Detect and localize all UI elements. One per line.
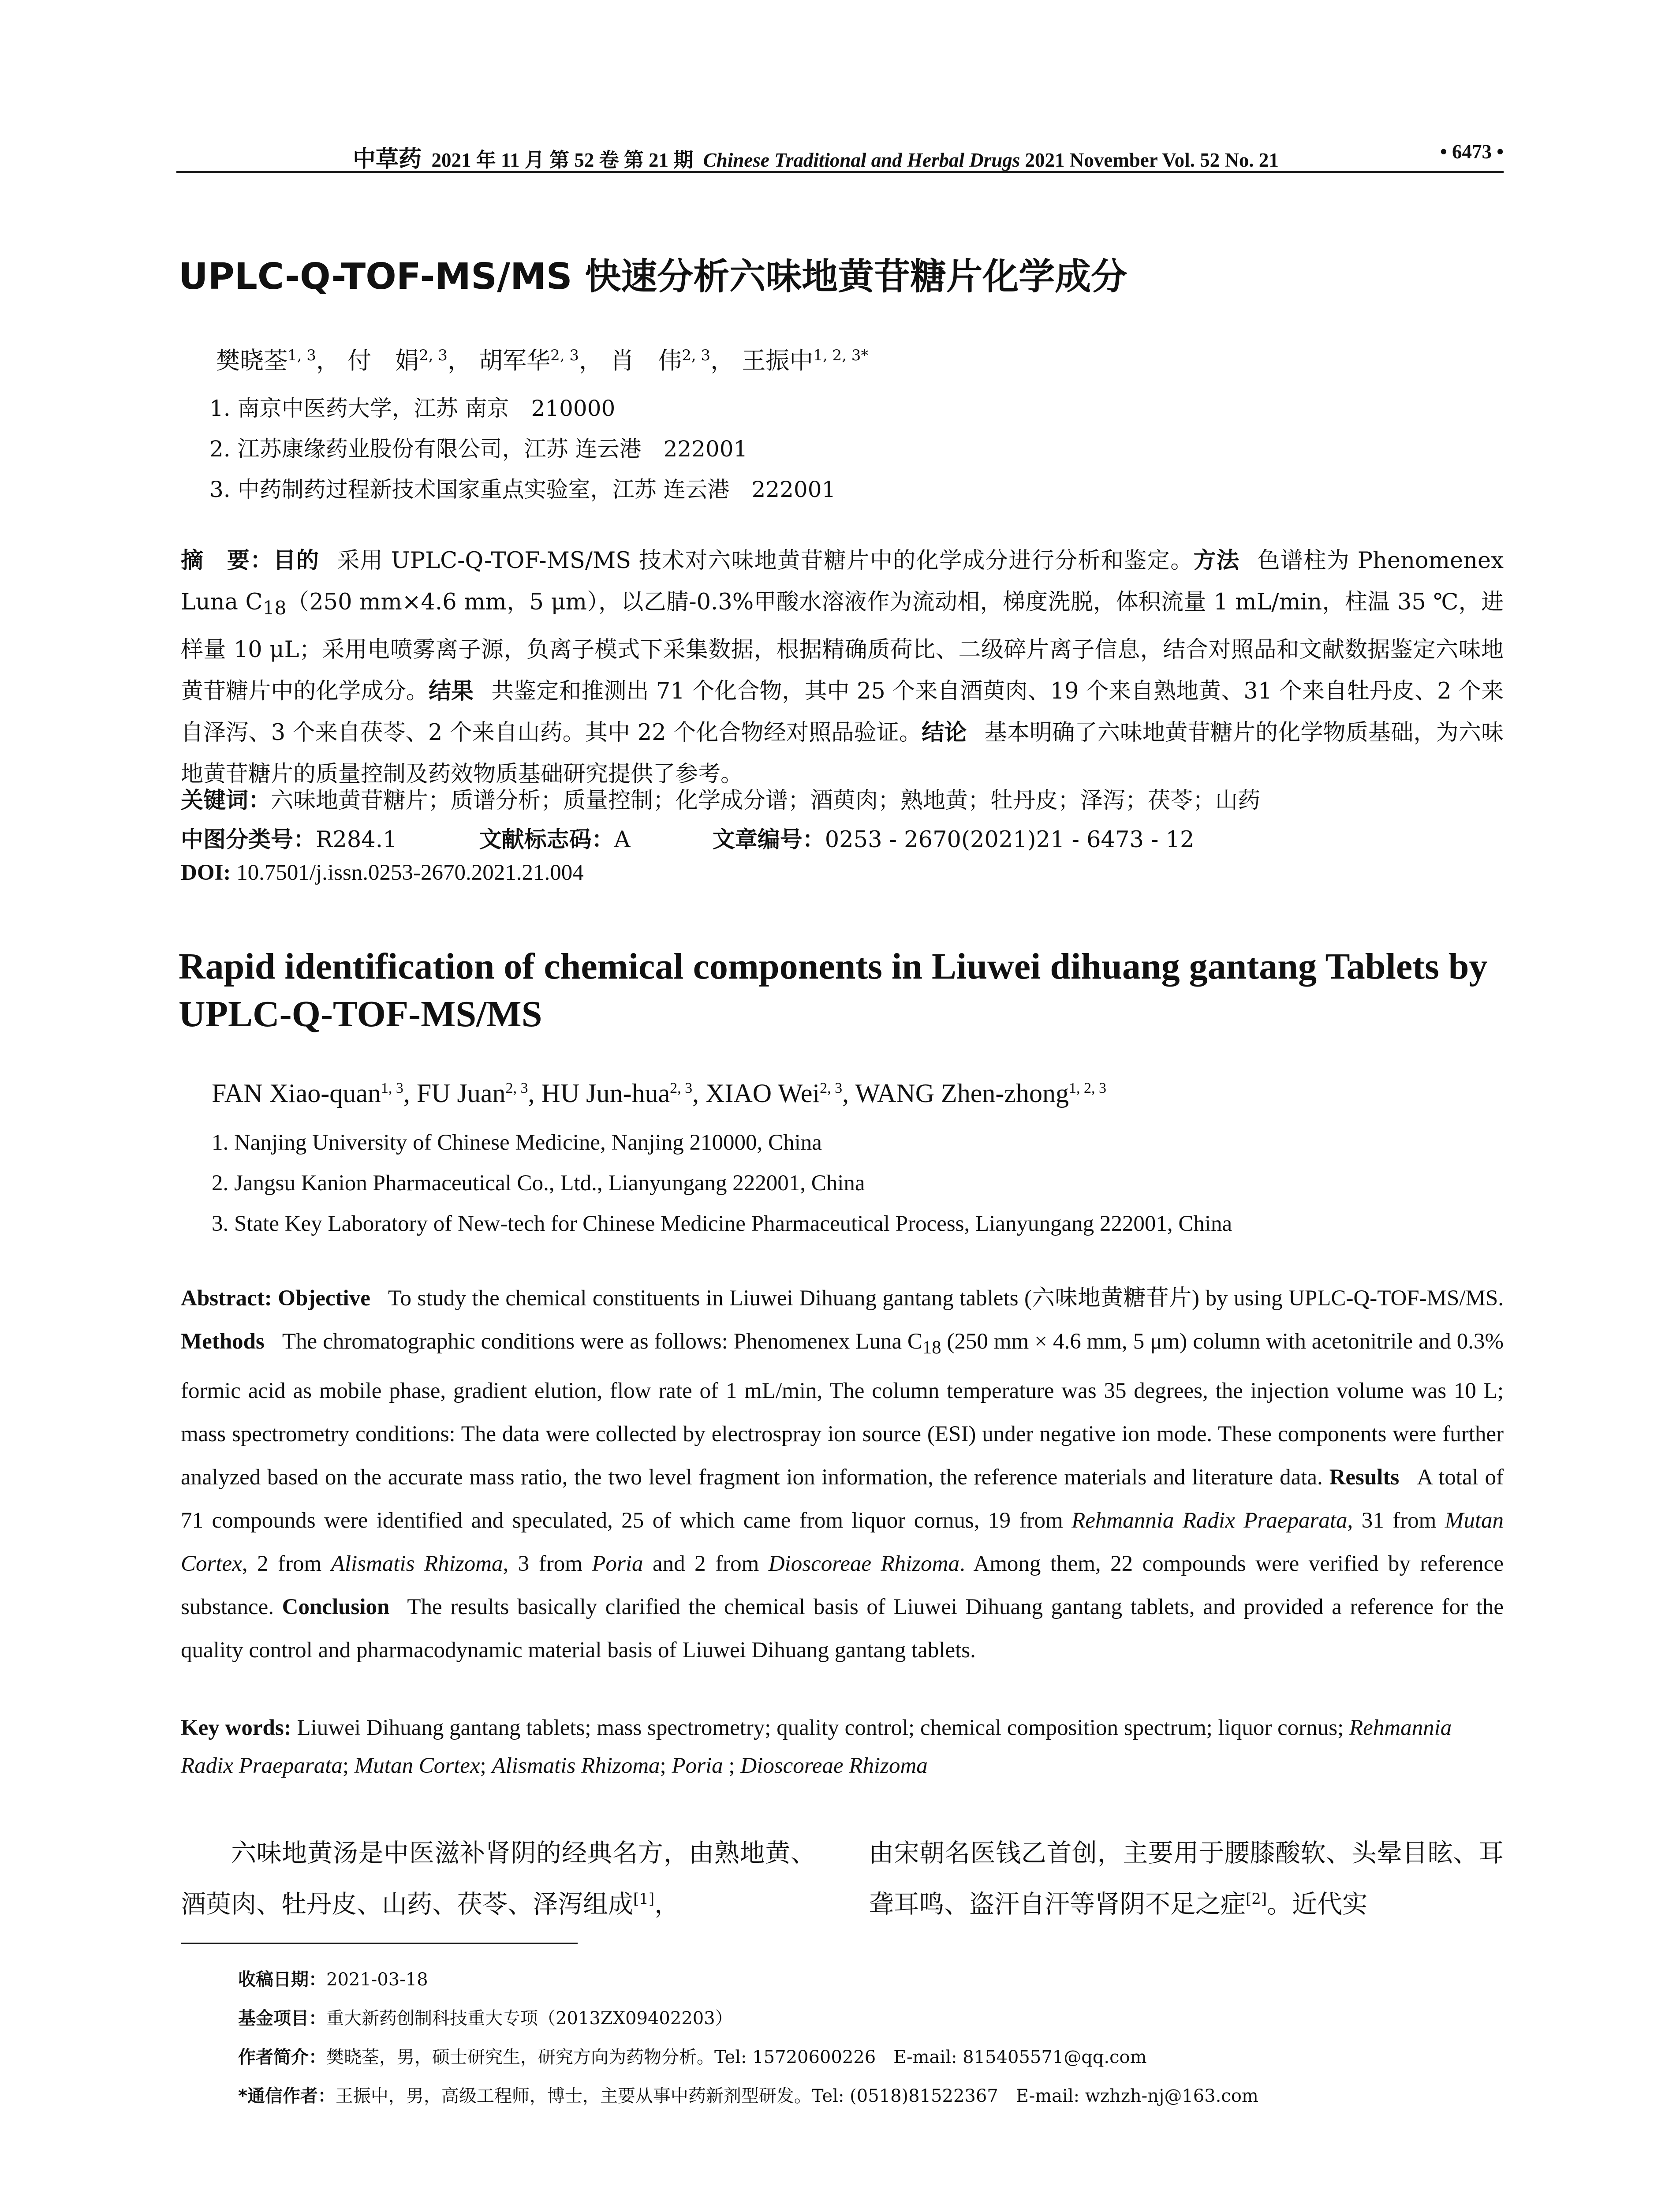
results-label: 结果 — [428, 678, 474, 705]
doc-code-value: A — [614, 827, 631, 853]
author-list-en: FAN Xiao-quan$^{1, 3}$, FU Juan$^{2, 3}$, HU Jun-hua$^{2, 3}$, XIAO Wei$^{2, 3}$, WANG Zhen-zhong$^{1, 2, 3}$ — [212, 1079, 1106, 1108]
keyword: Rehmannia Radix Praeparata — [181, 1715, 1452, 1778]
keywords-label: Key words: — [181, 1715, 291, 1740]
results-label: Results — [1329, 1465, 1400, 1490]
results-text: , 3 from — [503, 1551, 592, 1577]
article-no-label: 文章编号： — [712, 827, 825, 853]
keyword: Alismatis Rhizoma — [492, 1753, 660, 1778]
article-no-value: 0253 - 2670(2021)21 - 6473 - 12 — [825, 827, 1195, 853]
issue-cn: 2021 年 11 月 第 52 卷 第 21 期 — [431, 149, 694, 171]
objective-label: Objective — [278, 1286, 370, 1311]
issue-en: 2021 November Vol. 52 No. 21 — [1025, 149, 1279, 171]
author-name: WANG Zhen-zhong — [855, 1079, 1069, 1108]
page-number: • 6473 • — [1440, 141, 1504, 163]
abstract-en — [181, 1277, 1504, 1672]
journal-citation — [353, 140, 1279, 173]
author-name: 付 娟 — [347, 347, 419, 374]
abstract-cn — [181, 540, 1504, 795]
body-column-right — [869, 1830, 1504, 1927]
body-paragraph: 由宋朝名医钱乙首创，主要用于腰膝酸软、头晕目眩、耳聋耳鸣、盗汗自汗等肾阴不足之症 — [869, 1839, 1504, 1919]
affiliation-line: 1. 南京中医药大学，江苏 南京 210000 — [209, 396, 616, 421]
keyword: Poria — [672, 1753, 723, 1778]
conclusion-label: Conclusion — [282, 1595, 390, 1620]
footnote-corresponding — [238, 2077, 1508, 2115]
footnote-text: 2021-03-18 — [326, 1970, 428, 1990]
objective-text: 采用 UPLC-Q-TOF-MS/MS 技术对六味地黄苷糖片中的化学成分进行分析和鉴定。 — [337, 548, 1194, 574]
affiliations-cn — [209, 388, 1488, 510]
running-header — [176, 140, 1504, 173]
doi-link[interactable]: 10.7501/j.issn.0253-2670.2021.21.004 — [236, 860, 584, 885]
abstract-label: 摘 要： — [181, 548, 273, 574]
affiliation-line: 3. 中药制药过程新技术国家重点实验室，江苏 连云港 222001 — [209, 477, 836, 502]
article-number — [713, 821, 1195, 854]
subscript: 18 — [262, 598, 287, 620]
author-name: FU Juan — [416, 1079, 506, 1108]
citation-ref[interactable]: [2] — [1246, 1890, 1267, 1908]
methods-text: 色谱柱为 Phenomenex Luna C — [181, 548, 1504, 615]
affiliation-line: 2. Jangsu Kanion Pharmaceutical Co., Ltd., Lianyungang 222001, China — [212, 1171, 865, 1196]
footnote-label: 基金项目： — [238, 2008, 326, 2029]
body-punct: ， — [654, 1890, 680, 1919]
keywords-label: 关键词： — [181, 788, 271, 814]
objective-label: 目的 — [273, 548, 320, 574]
body-column-left — [181, 1830, 816, 1927]
author-name: XIAO Wei — [706, 1079, 820, 1108]
journal-brand: 中草药 — [353, 147, 422, 172]
footnote-text: 重大新药创制科技重大专项（2013ZX09402203） — [326, 2008, 733, 2029]
results-text: , 31 from — [1347, 1508, 1445, 1533]
keyword: Dioscoreae Rhizoma — [740, 1753, 928, 1778]
subscript: 18 — [922, 1337, 941, 1358]
objective-text: To study the chemical constituents in Liuwei Dihuang gantang tablets (六味地黄糖苷片) by using UPLC-Q-TOF-MS/MS. — [388, 1286, 1504, 1311]
author-affiliation-mark: 1, 3 — [381, 1080, 403, 1096]
conclusion-label: 结论 — [922, 720, 967, 746]
author-affiliation-mark: 2, 3 — [550, 347, 579, 364]
doi — [181, 860, 584, 886]
author-name: 樊晓荃 — [216, 347, 287, 374]
results-text: A total of 71 compounds were identified and speculated, 25 of which came from liquor cornus, 19 from — [181, 1465, 1504, 1533]
keywords-text: 六味地黄苷糖片；质谱分析；质量控制；化学成分谱；酒萸肉；熟地黄；牡丹皮；泽泻；茯苓；山药 — [271, 788, 1261, 814]
affiliation-line: 1. Nanjing University of Chinese Medicine, Nanjing 210000, China — [212, 1130, 822, 1155]
author-list-cn: 樊晓荃$^{1, 3}$， 付 娟$^{2, 3}$， 胡军华$^{2, 3}$， 肖 伟$^{2, 3}$， 王振中$^{1, 2, 3*}$ — [216, 347, 869, 374]
footnote-divider — [181, 1943, 578, 1944]
citation-ref[interactable]: [1] — [633, 1890, 655, 1908]
journal-name-en: Chinese Traditional and Herbal Drugs — [703, 149, 1020, 171]
clc-value: R284.1 — [316, 827, 397, 853]
clc-number — [181, 821, 397, 854]
keyword: Mutan Cortex — [354, 1753, 480, 1778]
keywords-cn — [181, 782, 1504, 815]
keywords-text: Liuwei Dihuang gantang tablets; mass spectrometry; quality control; chemical composition spectrum; liquor cornus; — [297, 1715, 1344, 1740]
author-affiliation-mark: 1, 2, 3 — [1068, 1080, 1106, 1096]
methods-label: 方法 — [1193, 548, 1240, 574]
methods-text-cont: （250 mm×4.6 mm，5 μm），以乙腈-0.3%甲酸水溶液作为流动相，梯度洗脱，体积流量 1 mL/min，柱温 35 ℃，进样量 10 μL；采用电喷雾离子源，负离子模式下采集数据，根据精确质荷比、二级碎片离子信息，结合对照品和文献数据鉴定六味地黄苷糖片中的化学成分。 — [181, 589, 1504, 705]
footnote-label: 作者简介： — [238, 2047, 326, 2067]
species-name: Poria — [592, 1551, 643, 1577]
species-name: Alismatis Rhizoma — [331, 1551, 503, 1577]
clc-label: 中图分类号： — [181, 827, 316, 853]
author-affiliation-mark: 1, 3 — [287, 347, 316, 364]
species-name: Mutan Cortex — [181, 1508, 1504, 1577]
document-code — [479, 821, 631, 854]
affiliation-line: 2. 江苏康缘药业股份有限公司，江苏 连云港 222001 — [209, 436, 748, 462]
author-name: 王振中 — [742, 347, 814, 374]
footnote-text: 王振中，男，高级工程师，博士，主要从事中药新剂型研发。Tel: (0518)81522367 E-mail: wzhzh-nj@163.com — [335, 2086, 1258, 2106]
body-paragraph: 六味地黄汤是中医滋补肾阴的经典名方，由熟地黄、酒萸肉、牡丹皮、山药、茯苓、泽泻组成 — [181, 1839, 816, 1919]
author-affiliation-mark: 2, 3 — [670, 1080, 693, 1096]
doc-code-label: 文献标志码： — [479, 827, 614, 853]
author-name: 肖 伟 — [610, 347, 682, 374]
conclusion-text: The results basically clarified the chemical basis of Liuwei Dihuang gantang tablets, and provided a reference for the quality control and pharmacodynamic material basis of Liuwei Dihuang gantang tablets. — [181, 1595, 1504, 1663]
results-text: . Among them, 22 compounds were verified by reference substance. — [181, 1551, 1504, 1620]
article-title-en: Rapid identification of chemical components in Liuwei dihuang gantang Tablets by UPLC-Q-TOF-MS/MS — [179, 946, 1488, 1035]
author-affiliation-mark: 2, 3 — [505, 1080, 528, 1096]
author-affiliation-mark: 2, 3 — [820, 1080, 843, 1096]
author-affiliation-mark: 2, 3 — [419, 347, 448, 364]
author-name: 胡军华 — [479, 347, 551, 374]
footnote-label: *通信作者： — [238, 2086, 336, 2106]
keyword-separator: ; — [480, 1753, 492, 1778]
doi-label: DOI: — [181, 860, 231, 885]
keyword-separator: ; — [723, 1753, 741, 1778]
keyword-separator: ; — [342, 1753, 355, 1778]
keyword-separator: ; — [660, 1753, 672, 1778]
affiliations-en — [212, 1122, 1508, 1244]
author-name: FAN Xiao-quan — [212, 1079, 381, 1108]
footnote-label: 收稿日期： — [238, 1970, 326, 1990]
author-affiliation-mark: 1, 2, 3* — [813, 347, 869, 364]
abstract-label: Abstract: — [181, 1286, 272, 1311]
keywords-en — [181, 1709, 1504, 1785]
methods-label: Methods — [181, 1329, 265, 1354]
results-text: 共鉴定和推测出 71 个化合物，其中 25 个来自酒萸肉、19 个来自熟地黄、31 个来自牡丹皮、2 个来自泽泻、3 个来自茯苓、2 个来自山药。其中 22 个化合物经对照品验证。 — [181, 678, 1504, 746]
author-name: HU Jun-hua — [541, 1079, 670, 1108]
body-text-cont: 。近代实 — [1267, 1890, 1368, 1919]
species-name: Rehmannia Radix Praeparata — [1071, 1508, 1348, 1533]
classification-row — [181, 821, 1504, 854]
footnotes — [238, 1960, 1508, 2115]
author-affiliation-mark: 2, 3 — [682, 347, 711, 364]
footnote-received — [238, 1960, 1508, 1999]
conclusion-text: 基本明确了六味地黄苷糖片的化学物质基础，为六味地黄苷糖片的质量控制及药效物质基础研究提供了参考。 — [181, 720, 1504, 788]
article-title-cn: UPLC-Q-TOF-MS/MS 快速分析六味地黄苷糖片化学成分 — [179, 256, 1127, 298]
affiliation-line: 3. State Key Laboratory of New-tech for Chinese Medicine Pharmaceutical Process, Lianyungang 222001, China — [212, 1211, 1232, 1236]
footnote-funding — [238, 1999, 1508, 2038]
footnote-author-bio — [238, 2038, 1508, 2077]
results-text: , 2 from — [242, 1551, 331, 1577]
footnote-text: 樊晓荃，男，硕士研究生，研究方向为药物分析。Tel: 15720600226 E-mail: 815405571@qq.com — [326, 2047, 1147, 2067]
species-name: Dioscoreae Rhizoma — [768, 1551, 959, 1577]
results-text: and 2 from — [643, 1551, 769, 1577]
methods-text: The chromatographic conditions were as follows: Phenomenex Luna C — [282, 1329, 922, 1354]
methods-text-cont: (250 mm × 4.6 mm, 5 μm) column with acetonitrile and 0.3% formic acid as mobile phase, gradient elution, flow rate of 1 mL/min, The column temperature was 35 degrees, the injection volume was 10 L; mass spectrometry conditions: The data were collected by electrospray ion source (ESI) under negative ion mode. These components were further analyzed based on the accurate mass ratio, the two level fragment ion information, the reference materials and literature data. — [181, 1329, 1504, 1490]
